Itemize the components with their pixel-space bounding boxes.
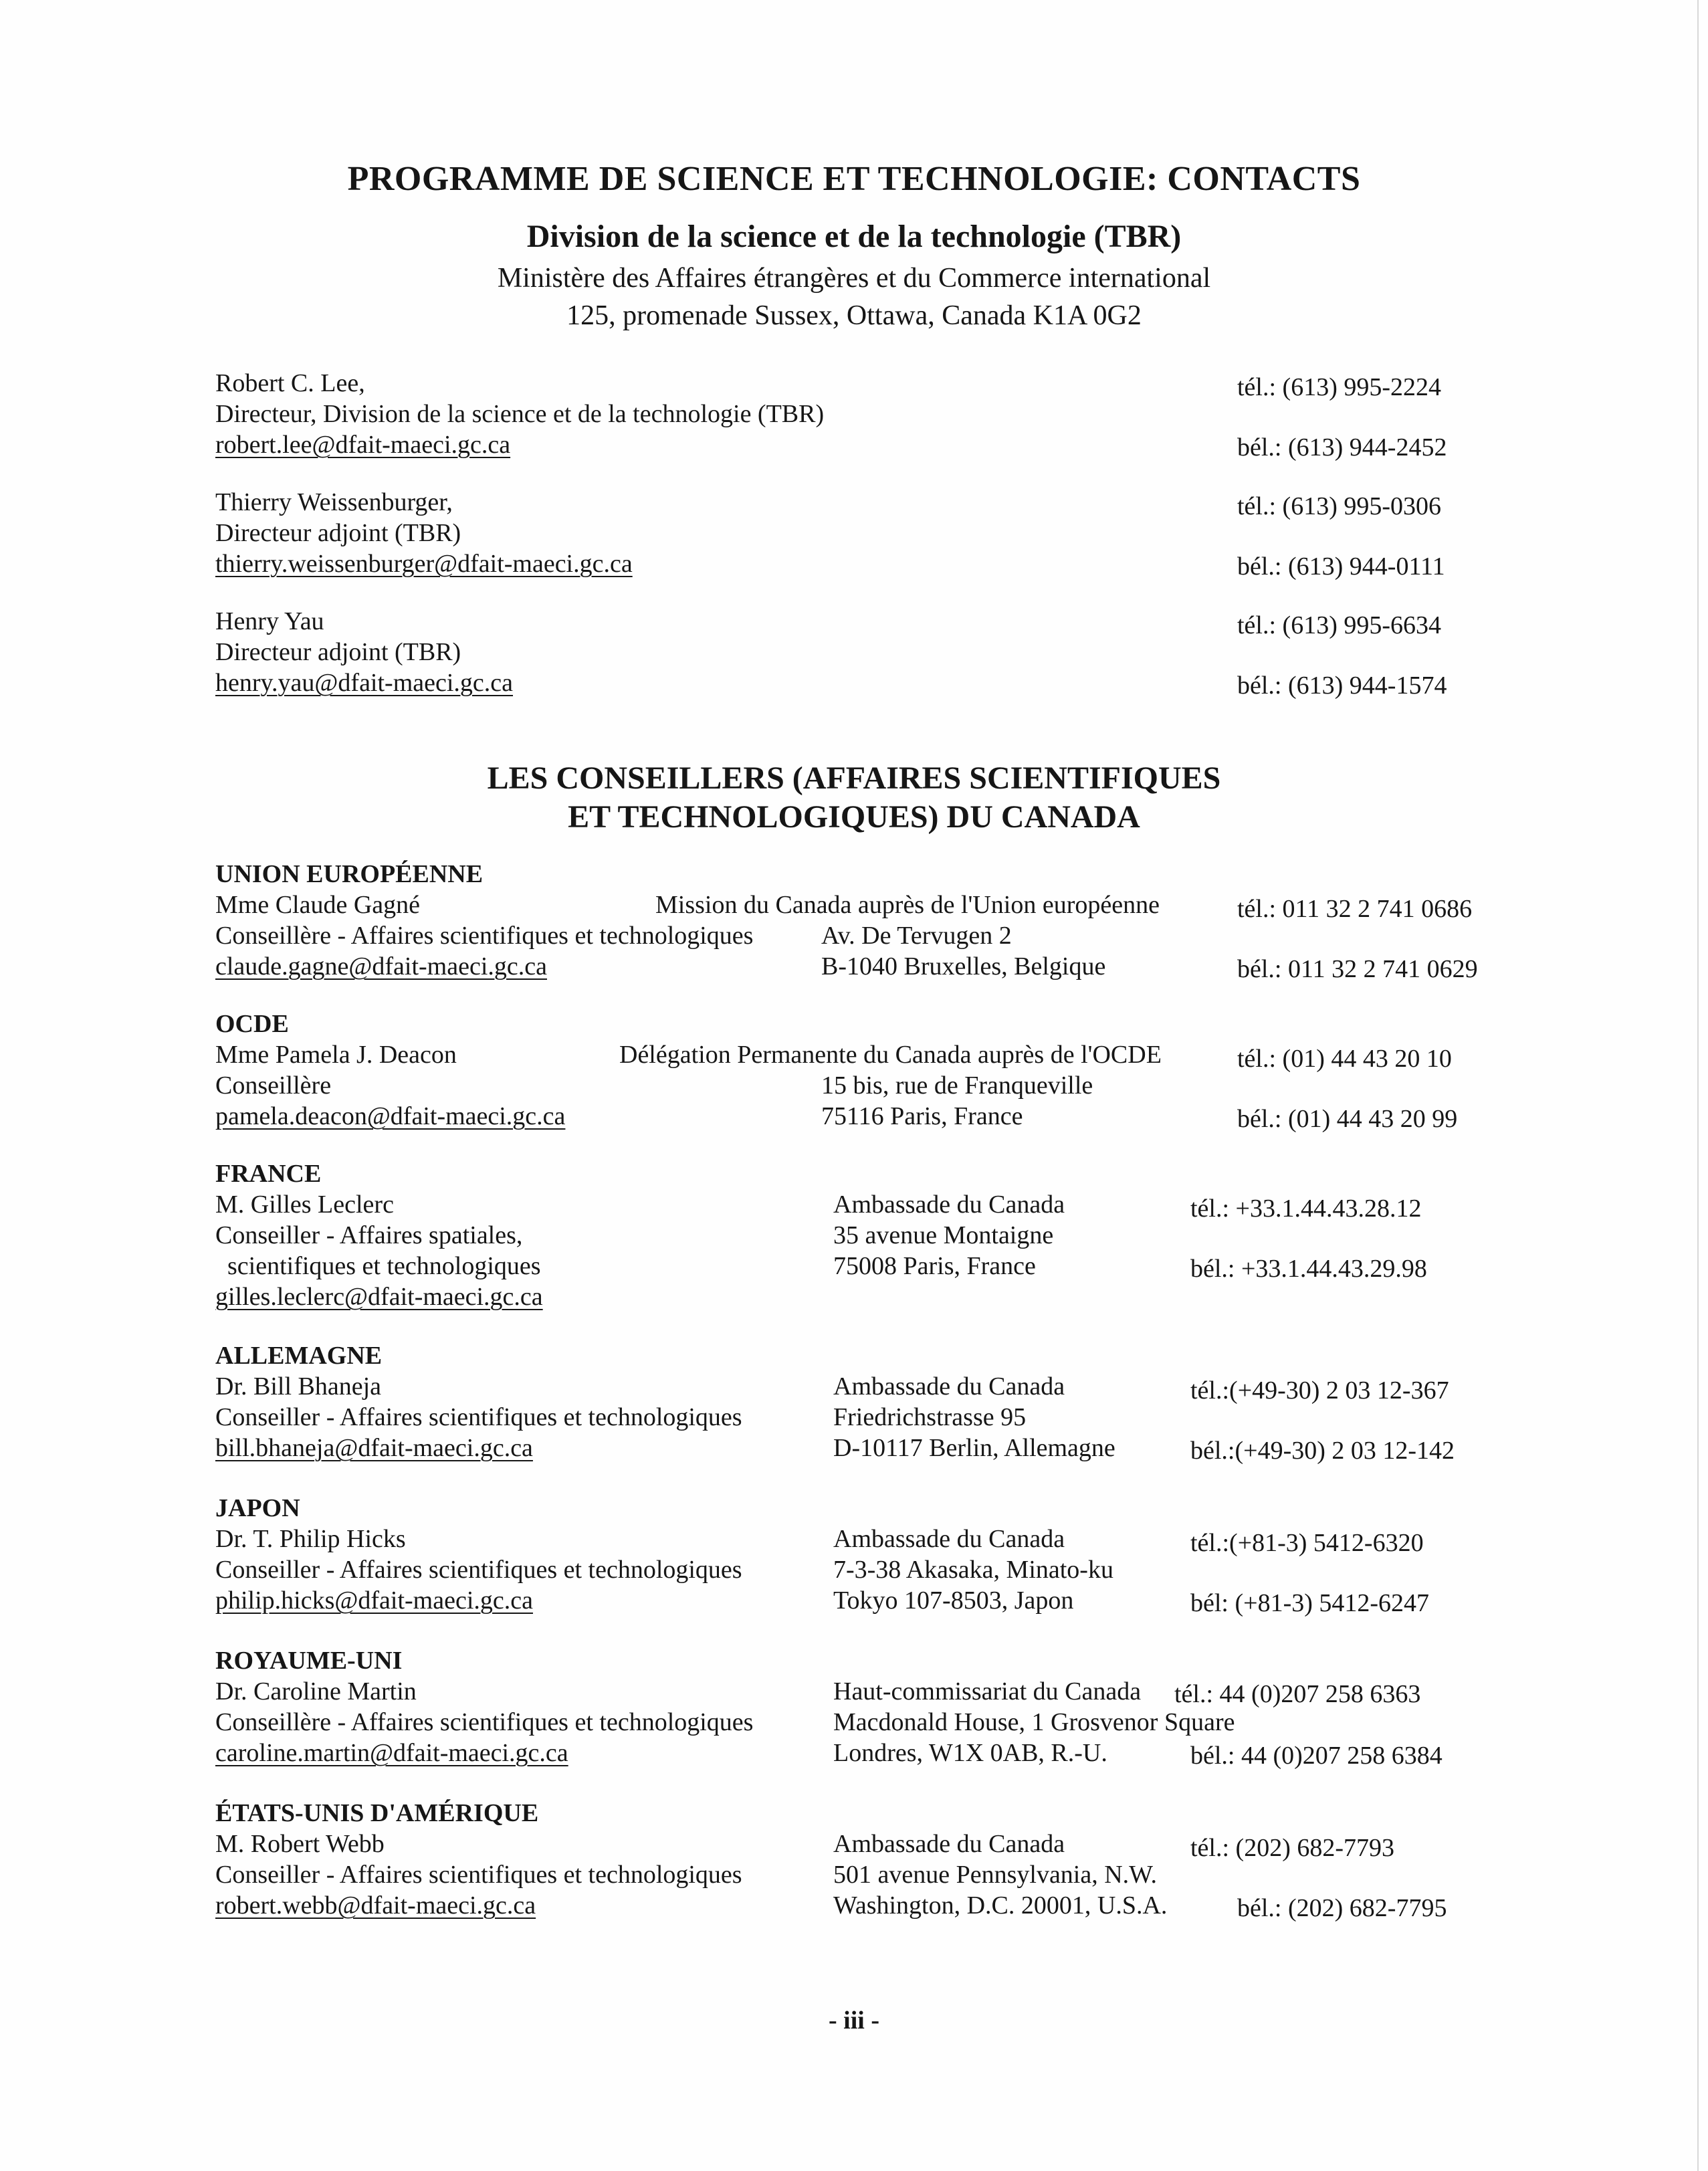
- page-number: - iii -: [829, 2006, 879, 2035]
- counsellor-name: Dr. Caroline Martin: [215, 1677, 417, 1705]
- address-line: 75008 Paris, France: [833, 1252, 1036, 1280]
- address-line: Mission du Canada auprès de l'Union européenne: [655, 891, 1160, 919]
- region-heading: ÉTATS-UNIS D'AMÉRIQUE: [215, 1799, 539, 1827]
- contact-fax: bél.: (613) 944-0111: [1237, 552, 1445, 581]
- counsellor-fax: bél: (+81-3) 5412-6247: [1190, 1589, 1430, 1617]
- contact-tel: tél.: (613) 995-0306: [1237, 492, 1442, 520]
- counsellor-title: Conseiller - Affaires scientifiques et technologiques: [215, 1861, 742, 1889]
- counsellor-name: Dr. T. Philip Hicks: [215, 1525, 406, 1553]
- counsellor-tel: tél.: (01) 44 43 20 10: [1237, 1045, 1452, 1073]
- address-line: 501 avenue Pennsylvania, N.W.: [833, 1861, 1158, 1889]
- counsellor-fax: bél.: (202) 682-7795: [1237, 1894, 1447, 1922]
- address-line: 7-3-38 Akasaka, Minato-ku: [833, 1556, 1113, 1584]
- counsellors-heading-line2: ET TECHNOLOGIQUES) DU CANADA: [568, 799, 1140, 835]
- contact-title: Directeur, Division de la science et de la technologie (TBR): [215, 400, 825, 428]
- contact-fax: bél.: (613) 944-1574: [1237, 671, 1447, 700]
- contact-tel: tél.: (613) 995-2224: [1237, 373, 1442, 401]
- counsellor-name: M. Robert Webb: [215, 1830, 385, 1858]
- contact-tel: tél.: (613) 995-6634: [1237, 611, 1442, 639]
- counsellor-tel: tél.: 44 (0)207 258 6363: [1174, 1680, 1421, 1708]
- address-line: Av. De Tervugen 2: [821, 922, 1012, 950]
- address-line: Londres, W1X 0AB, R.-U.: [833, 1739, 1107, 1767]
- counsellor-fax: bél.: +33.1.44.43.29.98: [1190, 1255, 1427, 1283]
- counsellor-fax: bél.: 44 (0)207 258 6384: [1190, 1742, 1443, 1770]
- counsellor-email-link[interactable]: claude.gagne@dfait-maeci.gc.ca: [215, 952, 547, 980]
- contact-name: Robert C. Lee,: [215, 369, 365, 397]
- address-line: Ambassade du Canada: [833, 1191, 1065, 1219]
- address-line: Macdonald House, 1 Grosvenor Square: [833, 1708, 1235, 1736]
- counsellor-name: M. Gilles Leclerc: [215, 1191, 394, 1219]
- address-line: 15 bis, rue de Franqueville: [821, 1071, 1093, 1100]
- counsellor-title: Conseillère - Affaires scientifiques et technologiques: [215, 922, 754, 950]
- contact-email-link[interactable]: henry.yau@dfait-maeci.gc.ca: [215, 669, 514, 697]
- contact-fax: bél.: (613) 944-2452: [1237, 433, 1447, 461]
- counsellor-email-link[interactable]: pamela.deacon@dfait-maeci.gc.ca: [215, 1102, 566, 1130]
- counsellor-email-link[interactable]: bill.bhaneja@dfait-maeci.gc.ca: [215, 1434, 533, 1462]
- address-line: Friedrichstrasse 95: [833, 1403, 1027, 1431]
- counsellor-tel: tél.:(+81-3) 5412-6320: [1190, 1529, 1424, 1557]
- counsellor-email-link[interactable]: philip.hicks@dfait-maeci.gc.ca: [215, 1586, 533, 1615]
- region-heading: UNION EUROPÉENNE: [215, 860, 484, 888]
- address-line: 35 avenue Montaigne: [833, 1221, 1054, 1249]
- contact-title: Directeur adjoint (TBR): [215, 638, 461, 666]
- address-line: Haut-commissariat du Canada: [833, 1677, 1142, 1705]
- region-heading: ROYAUME-UNI: [215, 1647, 403, 1675]
- address-line: Washington, D.C. 20001, U.S.A.: [833, 1891, 1168, 1920]
- contact-name: Henry Yau: [215, 607, 324, 635]
- address-line: Délégation Permanente du Canada auprès de l'OCDE: [619, 1041, 1162, 1069]
- counsellor-tel: tél.: +33.1.44.43.28.12: [1190, 1195, 1422, 1223]
- ministry-line: Ministère des Affaires étrangères et du Commerce international: [497, 263, 1211, 294]
- counsellor-title: Conseiller - Affaires scientifiques et technologiques: [215, 1403, 742, 1431]
- address-line: Tokyo 107-8503, Japon: [833, 1586, 1074, 1615]
- contact-email-link[interactable]: robert.lee@dfait-maeci.gc.ca: [215, 431, 511, 459]
- counsellors-heading-line1: LES CONSEILLERS (AFFAIRES SCIENTIFIQUES: [487, 760, 1221, 796]
- counsellor-title: Conseiller - Affaires spatiales,: [215, 1221, 523, 1249]
- contact-title: Directeur adjoint (TBR): [215, 519, 461, 547]
- counsellor-tel: tél.: 011 32 2 741 0686: [1237, 895, 1473, 923]
- address-line: B-1040 Bruxelles, Belgique: [821, 952, 1106, 980]
- division-heading: Division de la science et de la technologie (TBR): [526, 219, 1182, 254]
- region-heading: JAPON: [215, 1494, 300, 1522]
- counsellor-fax: bél.: 011 32 2 741 0629: [1237, 955, 1478, 983]
- counsellor-title: scientifiques et technologiques: [227, 1252, 541, 1280]
- counsellor-title: Conseillère: [215, 1071, 332, 1100]
- contact-email-link[interactable]: thierry.weissenburger@dfait-maeci.gc.ca: [215, 550, 633, 578]
- counsellor-fax: bél.: (01) 44 43 20 99: [1237, 1105, 1458, 1133]
- counsellor-email-link[interactable]: caroline.martin@dfait-maeci.gc.ca: [215, 1739, 568, 1767]
- contact-name: Thierry Weissenburger,: [215, 488, 453, 516]
- region-heading: FRANCE: [215, 1160, 322, 1188]
- address-line: 125, promenade Sussex, Ottawa, Canada K1A 0G2: [566, 300, 1142, 331]
- counsellor-tel: tél.: (202) 682-7793: [1190, 1834, 1395, 1862]
- address-line: Ambassade du Canada: [833, 1372, 1065, 1401]
- counsellor-title: Conseiller - Affaires scientifiques et technologiques: [215, 1556, 742, 1584]
- region-heading: ALLEMAGNE: [215, 1342, 383, 1370]
- counsellor-fax: bél.:(+49-30) 2 03 12-142: [1190, 1437, 1455, 1465]
- address-line: 75116 Paris, France: [821, 1102, 1023, 1130]
- address-line: Ambassade du Canada: [833, 1830, 1065, 1858]
- counsellor-name: Dr. Bill Bhaneja: [215, 1372, 382, 1401]
- counsellor-email-link[interactable]: gilles.leclerc@dfait-maeci.gc.ca: [215, 1283, 543, 1311]
- counsellor-email-link[interactable]: robert.webb@dfait-maeci.gc.ca: [215, 1891, 536, 1920]
- counsellor-name: Mme Claude Gagné: [215, 891, 421, 919]
- counsellor-title: Conseillère - Affaires scientifiques et technologiques: [215, 1708, 754, 1736]
- address-line: D-10117 Berlin, Allemagne: [833, 1434, 1115, 1462]
- counsellor-name: Mme Pamela J. Deacon: [215, 1041, 457, 1069]
- counsellor-tel: tél.:(+49-30) 2 03 12-367: [1190, 1376, 1449, 1405]
- page-title: PROGRAMME DE SCIENCE ET TECHNOLOGIE: CONTACTS: [347, 160, 1361, 198]
- address-line: Ambassade du Canada: [833, 1525, 1065, 1553]
- region-heading: OCDE: [215, 1010, 289, 1038]
